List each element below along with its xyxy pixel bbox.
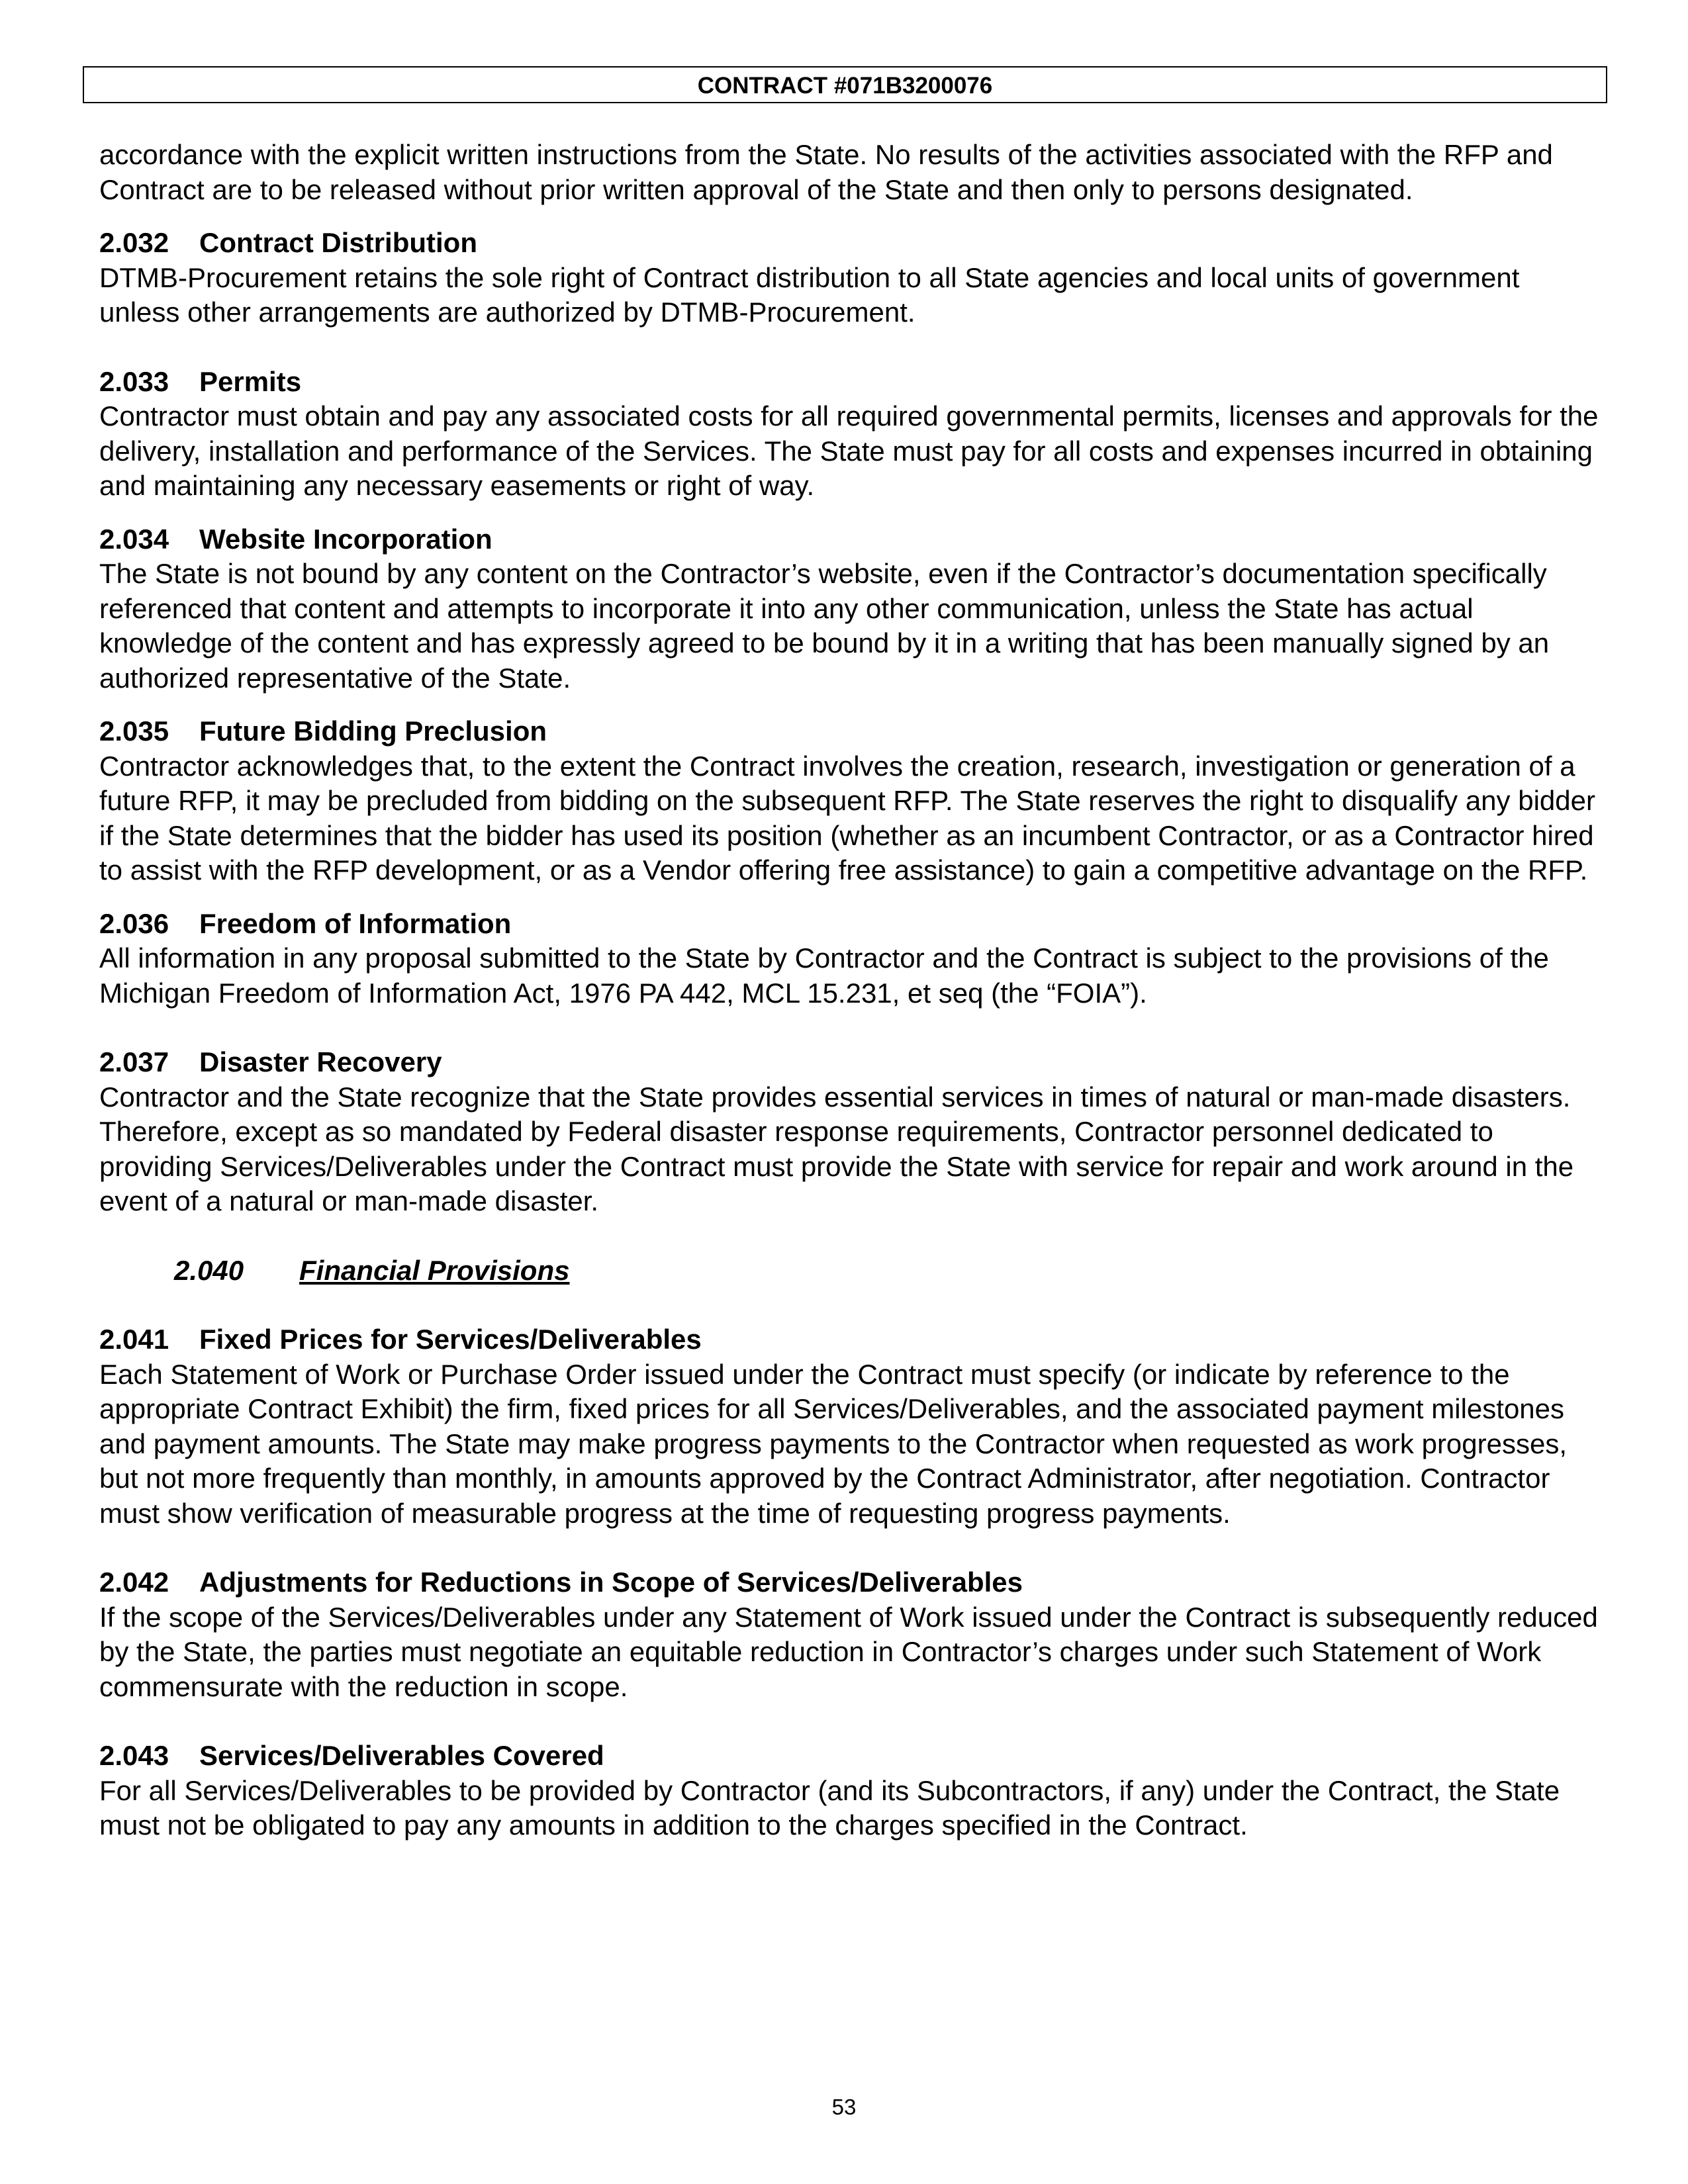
- section-heading: [99, 1045, 1602, 1080]
- section-heading: [99, 365, 1602, 400]
- section-2-043: [99, 1739, 1602, 1843]
- section-body: Contractor acknowledges that, to the extent the Contract involves the creation, research, investigation or generation of a future RFP, it may be precluded from bidding on the subsequent RFP. The State reserves the right to disqualify any bidder if the State determines that the bidder has used its position (whether as an incumbent Contractor, or as a Contractor hired to assist with the RFP development, or as a Vendor offering free assistance) to gain a competitive advantage on the RFP.: [99, 750, 1595, 886]
- document-body: [99, 138, 1602, 1843]
- section-title: Adjustments for Reductions in Scope of Services/Deliverables: [199, 1567, 1023, 1598]
- section-number: 2.035: [99, 715, 169, 747]
- section-2-033: [99, 365, 1602, 504]
- section-number: 2.042: [99, 1567, 169, 1598]
- section-title: Disaster Recovery: [199, 1046, 442, 1077]
- section-body: Contractor and the State recognize that the State provides essential services in times of natural or man-made disasters. Therefore, except as so mandated by Federal disaster response requirements, Contractor personnel dedicated to providing Services/Deliverables under the Contract must provide the State with service for repair and work around in the event of a natural or man-made disaster.: [99, 1081, 1574, 1216]
- section-number: 2.043: [99, 1740, 169, 1771]
- section-2-037: [99, 1045, 1602, 1219]
- section-number: 2.034: [99, 523, 169, 555]
- section-body: Each Statement of Work or Purchase Order issued under the Contract must specify (or indicate by reference to the appropriate Contract Exhibit) the firm, fixed prices for all Services/Deliverables, and the associated payment milestones and payment amounts. The State may make progress payments to the Contractor when requested as work progresses, but not more frequently than monthly, in amounts approved by the Contract Administrator, after negotiation. Contractor must show verification of measurable progress at the time of requesting progress payments.: [99, 1358, 1568, 1529]
- section-heading: [99, 1322, 1602, 1357]
- intro-paragraph: accordance with the explicit written instructions from the State. No results of the activities associated with the RFP and Contract are to be released without prior written approval of the State and then only to persons designated.: [99, 139, 1553, 205]
- section-number: 2.036: [99, 907, 169, 939]
- contract-header: [83, 66, 1607, 103]
- section-title: Services/Deliverables Covered: [199, 1740, 604, 1771]
- section-title: Fixed Prices for Services/Deliverables: [199, 1324, 702, 1355]
- section-body: If the scope of the Services/Deliverables under any Statement of Work issued under the Contract is subsequently reduced by the State, the parties must negotiate an equitable reduction in Contractor’s charges under such Statement of Work commensurate with the reduction in scope.: [99, 1601, 1598, 1702]
- page-number: 53: [831, 2095, 857, 2119]
- section-body: Contractor must obtain and pay any associated costs for all required governmental permits, licenses and approvals for the delivery, installation and performance of the Services. The State must pay for all costs and expenses incurred in obtaining and maintaining any necessary easements or right of way.: [99, 400, 1599, 501]
- section-number: 2.037: [99, 1046, 169, 1077]
- section-body: All information in any proposal submitted to the State by Contractor and the Contract is subject to the provisions of the Michigan Freedom of Information Act, 1976 PA 442, MCL 15.231, et seq (the “FOIA”).: [99, 942, 1549, 1009]
- section-2-034: [99, 522, 1602, 696]
- section-title: Website Incorporation: [199, 523, 492, 555]
- subheading-financial-provisions: [99, 1253, 1602, 1289]
- section-heading: [99, 226, 1602, 261]
- section-title: Permits: [199, 365, 302, 397]
- section-body: The State is not bound by any content on the Contractor’s website, even if the Contractor’s documentation specifically referenced that content and attempts to incorporate it into any other communication, unless the State has actual knowledge of the content and has expressly agreed to be bound by it in a writing that has been manually signed by an authorized representative of the State.: [99, 558, 1550, 694]
- section-title: Freedom of Information: [199, 907, 512, 939]
- section-2-036: [99, 907, 1602, 1011]
- section-2-042: [99, 1565, 1602, 1704]
- section-heading: [99, 1565, 1602, 1600]
- section-number: 2.041: [99, 1324, 169, 1355]
- section-body: For all Services/Deliverables to be provided by Contractor (and its Subcontractors, if any) under the Contract, the State must not be obligated to pay any amounts in addition to the charges specified in the Contract.: [99, 1774, 1560, 1841]
- contract-title: CONTRACT #071B3200076: [697, 73, 993, 99]
- section-2-035: [99, 714, 1602, 888]
- section-number: 2.032: [99, 227, 169, 258]
- section-heading: [99, 907, 1602, 942]
- subheading-title: Financial Provisions: [299, 1254, 570, 1286]
- section-title: Future Bidding Preclusion: [199, 715, 547, 747]
- subheading-number: 2.040: [174, 1254, 244, 1286]
- section-number: 2.033: [99, 365, 169, 397]
- section-title: Contract Distribution: [199, 227, 477, 258]
- section-heading: [99, 522, 1602, 557]
- section-body: DTMB-Procurement retains the sole right of Contract distribution to all State agencies and local units of government unless other arrangements are authorized by DTMB-Procurement.: [99, 261, 1520, 328]
- section-heading: [99, 714, 1602, 749]
- section-2-032: [99, 226, 1602, 330]
- section-heading: [99, 1739, 1602, 1774]
- section-2-041: [99, 1322, 1602, 1531]
